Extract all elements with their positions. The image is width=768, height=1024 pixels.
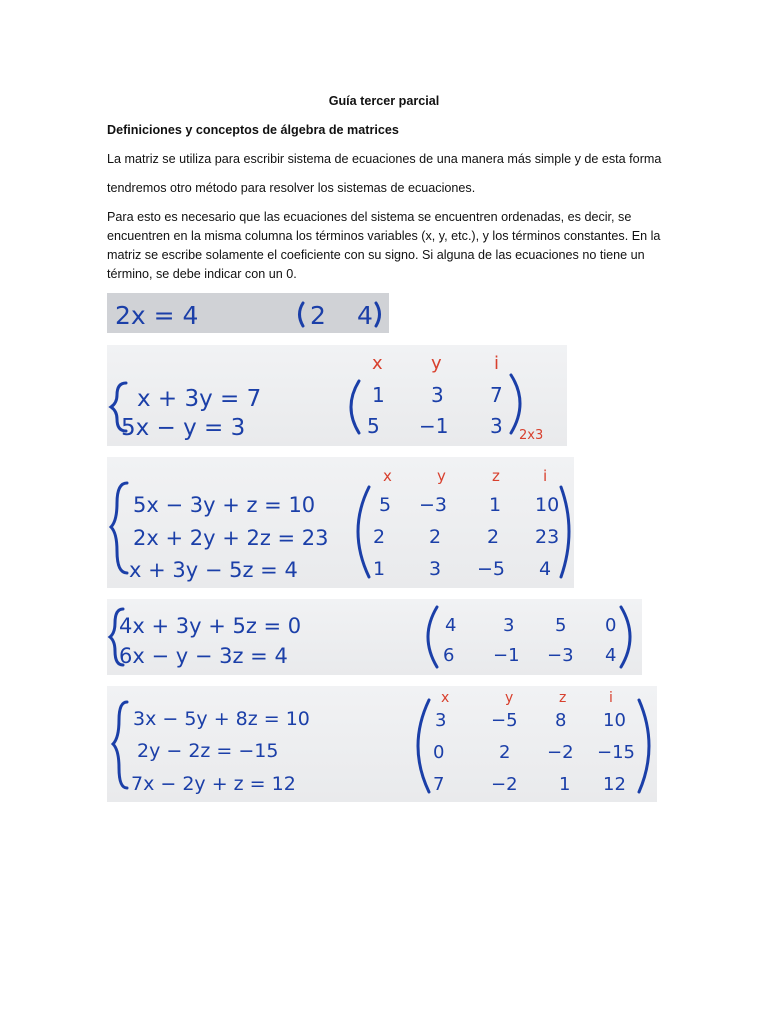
matrix-cell: 2 [429,526,442,548]
column-header: x [372,353,383,374]
matrix-cell: −3 [547,645,574,666]
equation: 6x − y − 3z = 4 [119,644,288,668]
left-paren [300,303,304,326]
column-header: x [441,690,450,706]
matrix-cell: −15 [597,742,635,763]
matrix-cell: 2 [373,526,386,548]
equation: 4x + 3y + 5z = 0 [119,614,302,638]
column-header: z [492,467,500,485]
matrix-cell: 1 [373,558,386,580]
equation: x + 3y = 7 [137,386,262,412]
column-header: i [543,467,548,485]
matrix-cell: 5 [367,414,380,438]
example-3-image [107,457,574,588]
matrix-cell: 0 [605,615,617,636]
matrix-cell: 12 [603,774,626,795]
column-header: y [505,690,514,706]
equation: 7x − 2y + z = 12 [131,773,296,795]
paragraph-3 [107,208,667,284]
matrix-cell: 3 [490,414,503,438]
left-paren [351,381,359,433]
matrix-cell: −2 [547,742,574,763]
document-title: Guía tercer parcial [328,94,440,108]
column-header: i [609,690,613,706]
matrix-size-label: 2x3 [519,428,544,443]
equation: 2x = 4 [115,301,199,330]
matrix-cell: 3 [435,710,447,731]
matrix-cell: 1 [559,774,571,795]
matrix-cell: −3 [419,494,448,516]
matrix-cell: 8 [555,710,567,731]
example-2-image [107,345,567,446]
example-4-image [107,599,642,675]
right-paren [561,487,569,577]
equation: 2x + 2y + 2z = 23 [133,526,329,550]
example-5-image [107,686,657,802]
column-header: x [383,467,392,485]
matrix-cell: 3 [503,615,515,636]
matrix-cell: 7 [490,383,503,407]
matrix-cell: −1 [493,645,520,666]
section-heading: Definiciones y conceptos de álgebra de matrices [107,123,399,137]
matrix-cell: 6 [443,645,455,666]
column-header: z [559,690,567,706]
column-header: i [494,353,500,374]
matrix-cell: 2 [310,301,326,330]
left-paren [428,607,437,667]
paragraph-1: La matriz se utiliza para escribir sistema de ecuaciones de una manera más simple y de esta forma [107,152,662,166]
matrix-cell: 5 [379,494,392,516]
equation: 5x − y = 3 [121,415,246,441]
equation: x + 3y − 5z = 4 [129,558,298,582]
right-paren [639,700,649,792]
matrix-cell: −5 [491,710,518,731]
matrix-cell: 1 [372,383,385,407]
paragraph-2: tendremos otro método para resolver los sistemas de ecuaciones. [107,181,476,195]
equation: 2y − 2z = −15 [137,740,279,762]
column-header: y [437,467,446,485]
matrix-cell: −1 [419,414,449,438]
matrix-cell: −2 [491,774,518,795]
matrix-cell: 4 [539,558,552,580]
right-paren [621,607,630,667]
equation: 3x − 5y + 8z = 10 [133,708,310,730]
matrix-cell: 0 [433,742,445,763]
system-brace [113,702,127,788]
matrix-cell: 23 [535,526,560,548]
right-paren [511,375,520,433]
paragraph-3-line: Para esto es necesario que las ecuaciones del sistema se encuentren ordenadas, es decir, se [107,210,632,224]
matrix-cell: −5 [477,558,506,580]
equation: 5x − 3y + z = 10 [133,493,316,517]
matrix-cell: 3 [429,558,442,580]
matrix-cell: 10 [603,710,626,731]
column-header: y [431,353,442,374]
left-paren [358,487,369,577]
left-paren [418,700,429,792]
matrix-cell: 1 [489,494,502,516]
matrix-cell: 10 [535,494,560,516]
matrix-cell: 2 [487,526,500,548]
example-1-image [107,293,389,333]
paragraph-3-line: término, se debe indicar con un 0. [107,267,297,281]
system-brace [111,483,127,573]
right-paren [376,303,380,326]
matrix-cell: 4 [357,301,373,330]
matrix-cell: 4 [445,615,457,636]
paragraph-3-line: encuentren en la misma columna los términos variables (x, y, etc.), y los términos constantes. En la [107,229,661,243]
matrix-cell: 7 [433,774,445,795]
matrix-cell: 4 [605,645,617,666]
matrix-cell: 5 [555,615,567,636]
paragraph-3-line: matriz se escribe solamente el coeficiente con su signo. Si alguna de las ecuaciones no tiene un [107,248,645,262]
matrix-cell: 2 [499,742,511,763]
matrix-cell: 3 [431,383,444,407]
